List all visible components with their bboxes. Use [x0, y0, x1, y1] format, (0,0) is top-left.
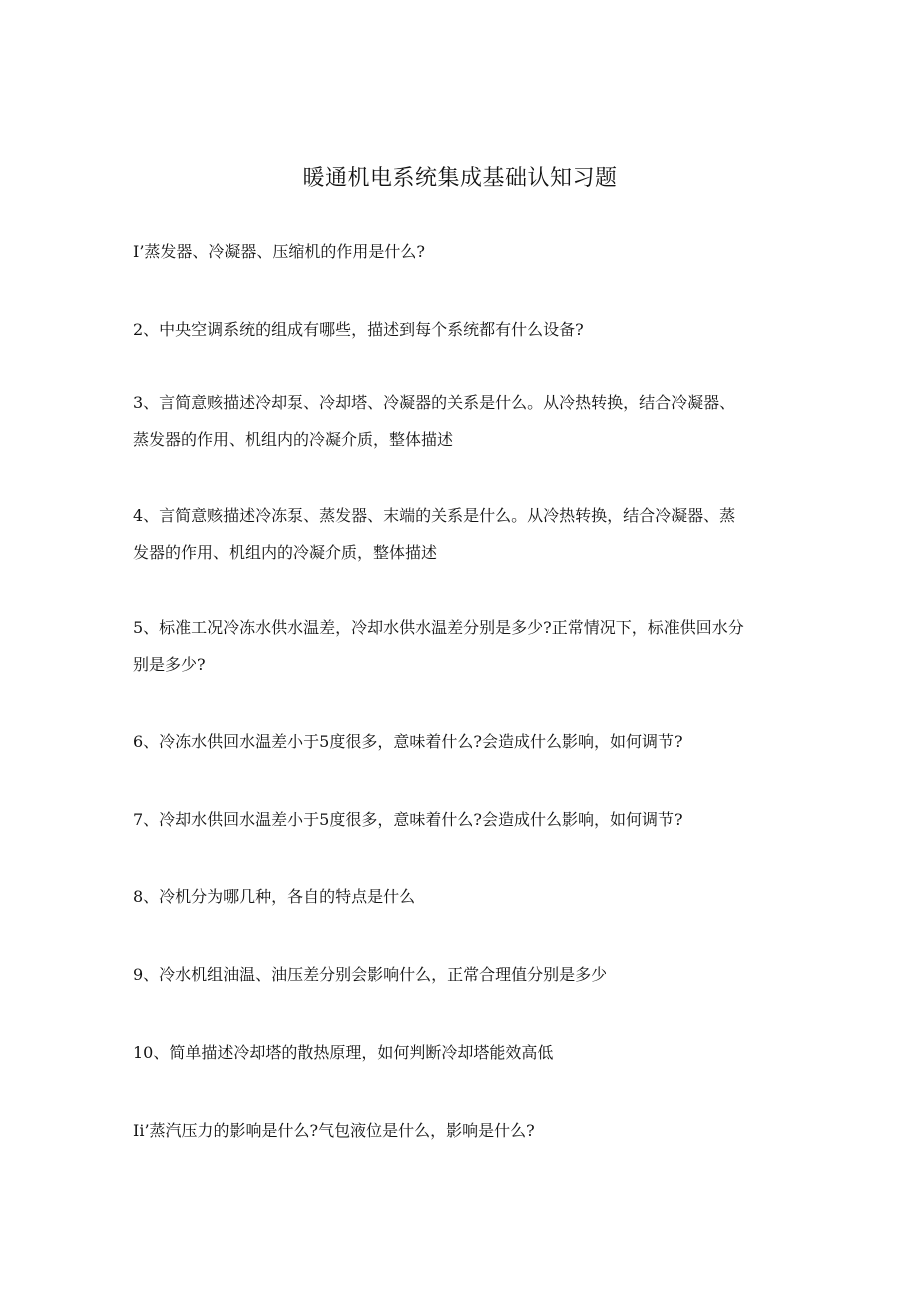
- question-10: [133, 1034, 785, 1071]
- question-1-line-1: I’蒸发器、冷凝器、压缩机的作用是什么?: [133, 242, 425, 261]
- question-4-line-1: 4、言简意赅描述冷冻泵、蒸发器、末端的关系是什么。从冷热转换，结合冷凝器、蒸: [133, 506, 736, 525]
- question-3-line-1: 3、言简意赅描述冷却泵、冷却塔、冷凝器的关系是什么。从冷热转换，结合冷凝器、: [133, 393, 736, 412]
- question-5-line-2: 别是多少?: [133, 655, 206, 674]
- question-5-line-1: 5、标准工况冷冻水供水温差，冷却水供水温差分别是多少?正常情况下，标准供回水分: [133, 618, 744, 637]
- question-7-line-1: 7、冷却水供回水温差小于5度很多，意味着什么?会造成什么影响，如何调节?: [133, 810, 683, 829]
- question-4-line-2: 发器的作用、机组内的冷凝介质，整体描述: [133, 543, 438, 562]
- question-3: [133, 384, 785, 458]
- question-2-line-1: 2、中央空调系统的组成有哪些，描述到每个系统都有什么设备?: [133, 320, 584, 339]
- question-9-line-1: 9、冷水机组油温、油压差分别会影响什么，正常合理值分别是多少: [133, 965, 608, 984]
- question-10-line-1: 10、简单描述冷却塔的散热原理，如何判断冷却塔能效高低: [133, 1043, 554, 1062]
- question-6: [133, 723, 785, 760]
- question-2: [133, 311, 785, 348]
- question-7: [133, 801, 785, 838]
- question-11: [133, 1112, 785, 1149]
- question-3-line-2: 蒸发器的作用、机组内的冷凝介质，整体描述: [133, 430, 454, 449]
- question-6-line-1: 6、冷冻水供回水温差小于5度很多，意味着什么?会造成什么影响，如何调节?: [133, 732, 683, 751]
- question-1: [133, 233, 785, 270]
- document-title: 暖通机电系统集成基础认知习题: [302, 166, 618, 191]
- question-8: [133, 878, 785, 915]
- question-9: [133, 956, 785, 993]
- question-8-line-1: 8、冷机分为哪几种，各自的特点是什么: [133, 887, 416, 906]
- question-11-line-1: Ii’蒸汽压力的影响是什么?气包液位是什么，影响是什么?: [133, 1121, 535, 1140]
- question-5: [133, 609, 785, 683]
- question-4: [133, 497, 785, 571]
